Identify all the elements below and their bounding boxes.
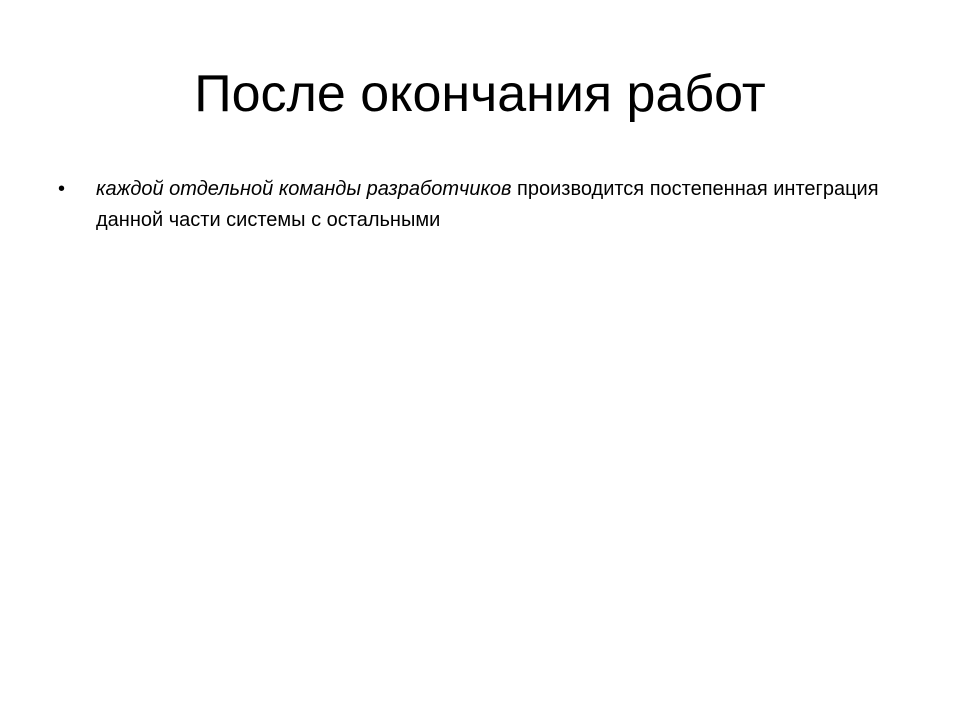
bullet-marker: • (58, 178, 66, 200)
bullet-text: производится постепенная интеграция данной части системы с остальными (96, 178, 879, 231)
bullet-italic-text: каждой отдельной команды разработчиков (96, 178, 512, 200)
slide-title: После окончания работ (194, 65, 766, 123)
bullet-list (58, 174, 918, 236)
bullet-item (58, 174, 918, 236)
